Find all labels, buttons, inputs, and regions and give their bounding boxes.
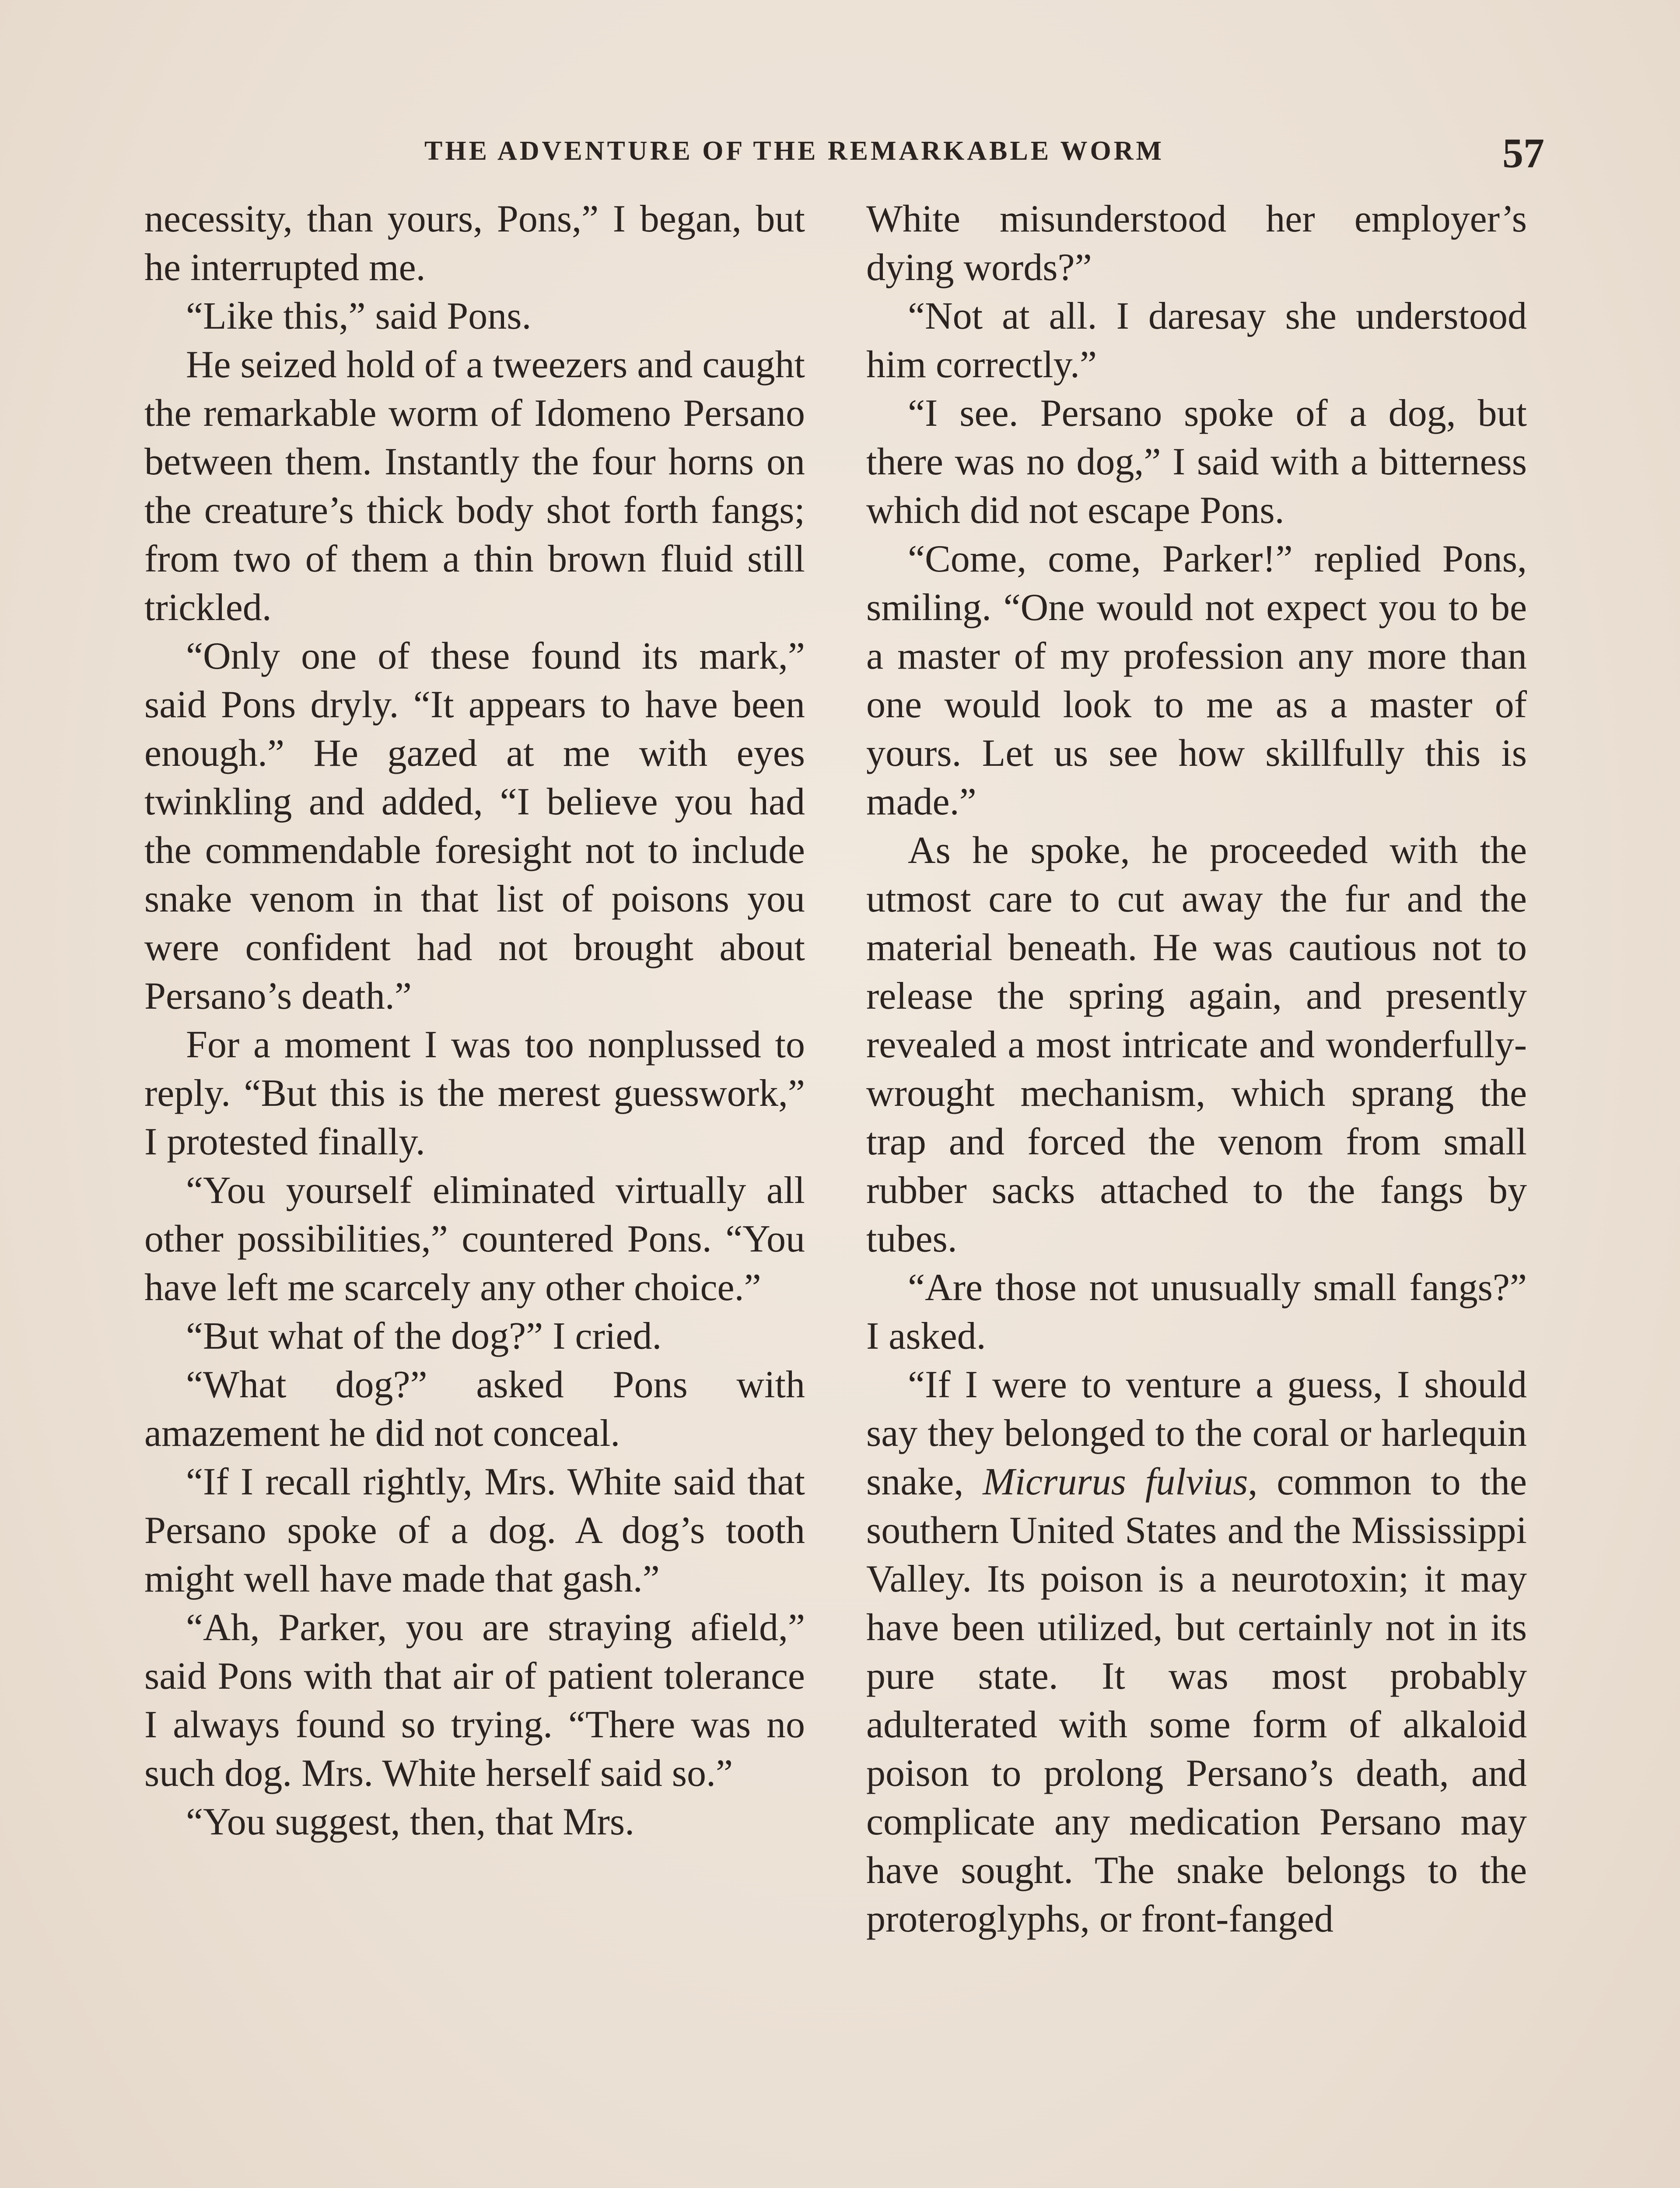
paragraph: “Only one of these found its mark,” said Pons dryly. “It appears to have been enough.” He gazed at me with eyes twinkling and added, “I believe you had the commendable foresight not to include snake venom in that list of poisons you were confident had not brought about Persano’s death.” [144,635,805,1017]
paragraph: He seized hold of a tweezers and caught the remarkable worm of Idomeno Persano between them. Instantly the four horns on the creature’s thick body shot forth fangs; from two of them a thin brown fluid still trickled. [144,344,805,629]
paragraph: For a moment I was too nonplussed to reply. “But this is the merest guesswork,” I protested finally. [144,1024,805,1163]
paragraph: “But what of the dog?” I cried. [186,1315,662,1357]
paragraph: “Ah, Parker, you are straying afield,” said Pons with that air of patient tolerance I always found so trying. “There was no such dog. Mrs. White herself said so.” [144,1606,805,1795]
species-name: Micrurus fulvius [983,1461,1248,1503]
paragraph: “If I were to venture a guess, I should say they belonged to the coral or harlequin snake, Micrurus fulvius, common to the southern United States and the Mississippi Valley. Its poison is a neurotoxin; it may have been utilized, but certainly not in its pure state. It was most probably adulterated with some form of alkaloid poison to prolong Persano’s death, and complicate any medication Persano may have sought. The snake belongs to the proteroglyphs, or front-fanged [866,1364,1527,1940]
paragraph: “Like this,” said Pons. [186,295,532,337]
paragraph: “What dog?” asked Pons with amazement he did not conceal. [144,1364,805,1455]
paragraph: “You yourself eliminated virtually all other possibilities,” countered Pons. “You have left me scarcely any other choice.” [144,1169,805,1309]
paragraph: “Are those not unusually small fangs?” I asked. [866,1266,1527,1357]
page-number: 57 [1502,130,1544,176]
paragraph: “Come, come, Parker!” replied Pons, smiling. “One would not expect you to be a master of my profession any more than one would look to me as a master of yours. Let us see how skillfully this is made.” [866,538,1527,823]
running-head: THE ADVENTURE OF THE REMARKABLE WORM [424,136,1164,166]
page-header [144,131,1544,179]
paragraph: “You suggest, then, that Mrs. [186,1801,635,1843]
paragraph: “If I recall rightly, Mrs. White said that Persano spoke of a dog. A dog’s tooth might well have made that gash.” [144,1461,805,1600]
right-column [866,195,1527,2186]
paragraph: “Not at all. I daresay she understood him correctly.” [866,295,1527,386]
paragraph: necessity, than yours, Pons,” I began, but he interrupted me. [144,198,805,289]
paragraph: As he spoke, he proceeded with the utmost care to cut away the fur and the material beneath. He was cautious not to release the spring again, and presently revealed a most intricate and wonderfully-wrought mechanism, which sprang the trap and forced the venom from small rubber sacks attached to the fangs by tubes. [866,829,1527,1260]
paragraph: White misunderstood her employer’s dying words?” [866,198,1527,289]
paragraph: “I see. Persano spoke of a dog, but there was no dog,” I said with a bitterness which did not escape Pons. [866,392,1527,532]
left-column [144,195,805,2186]
